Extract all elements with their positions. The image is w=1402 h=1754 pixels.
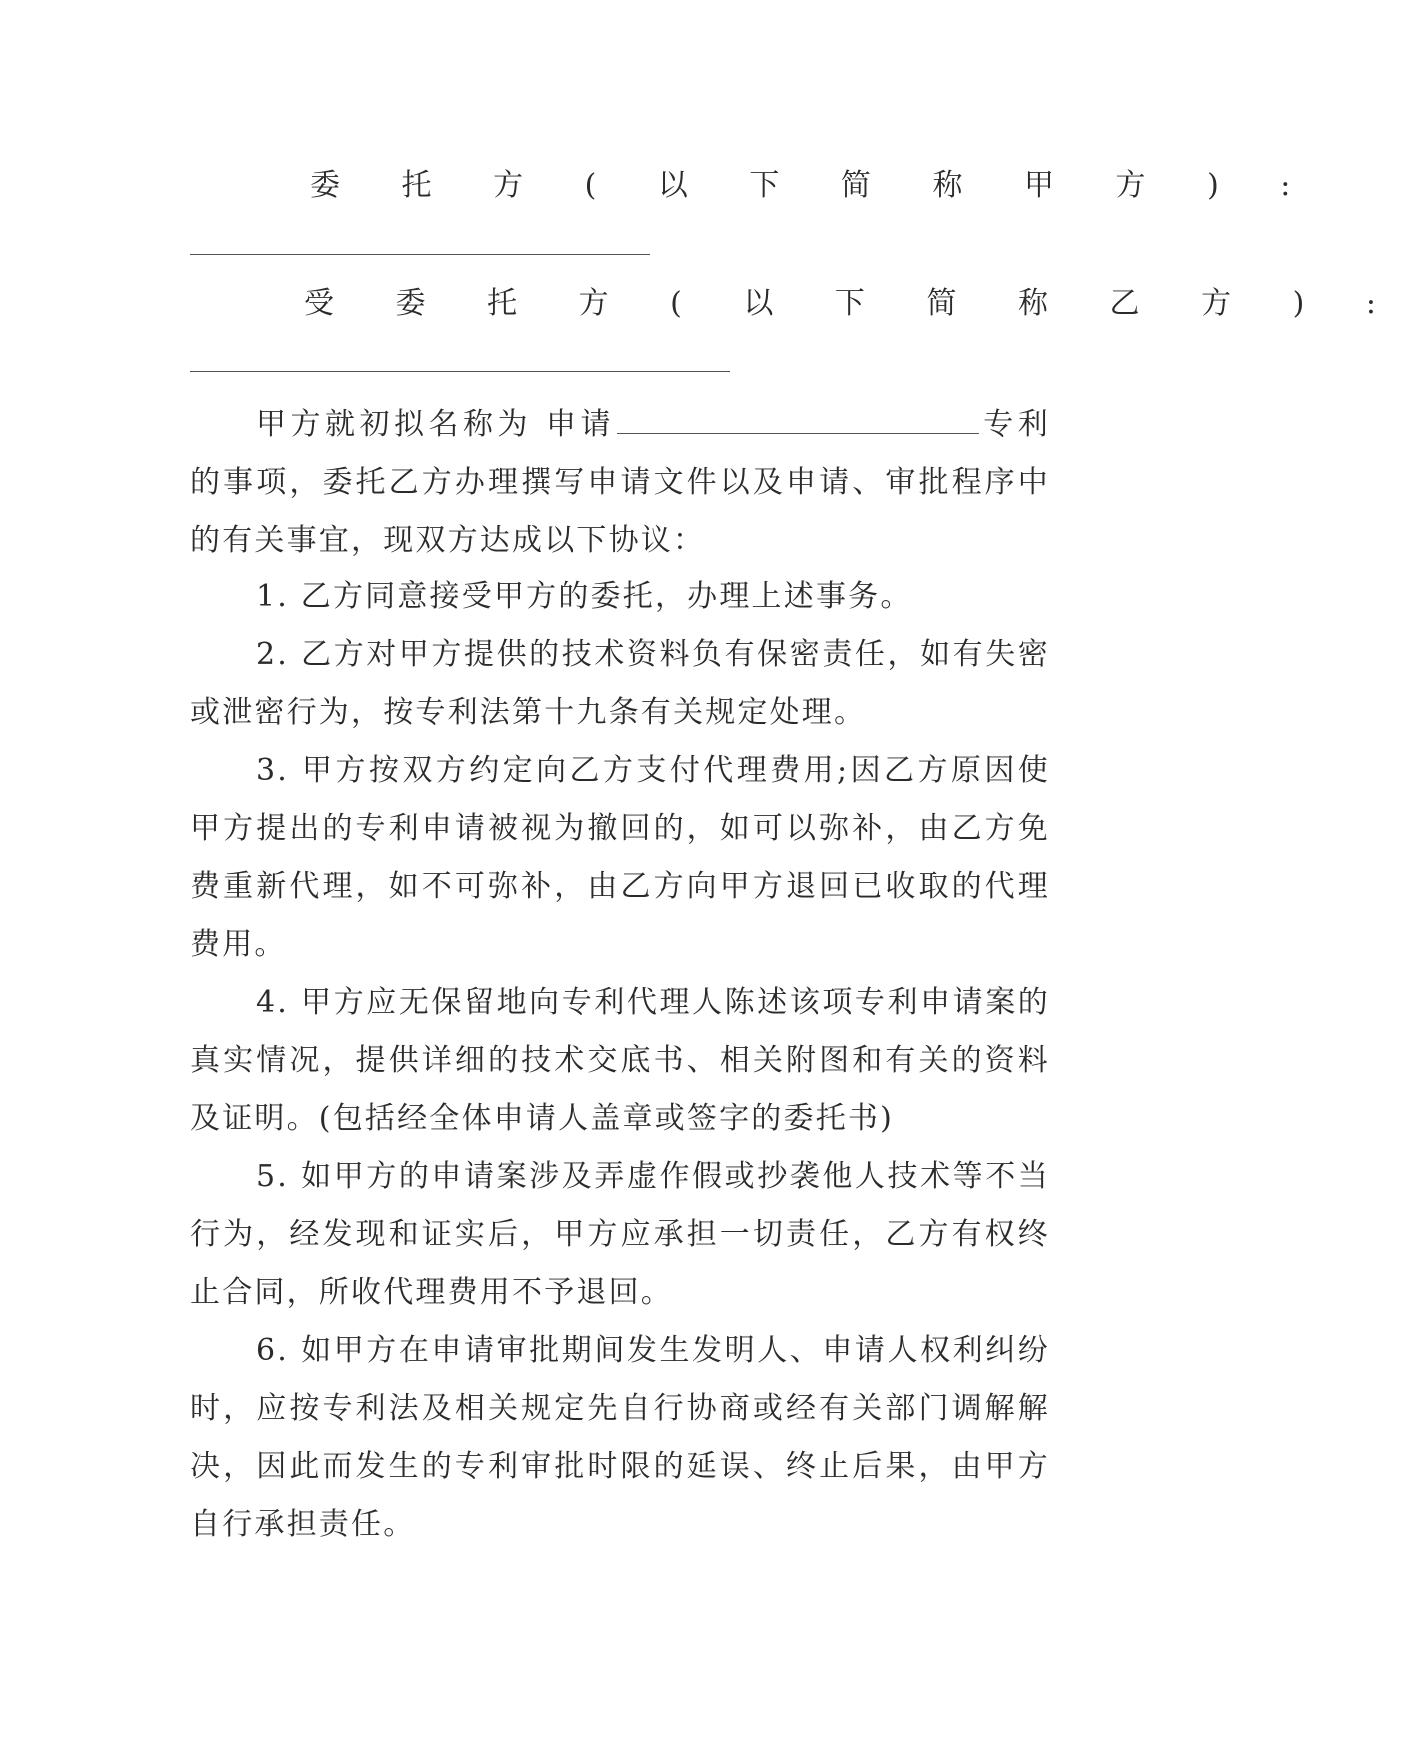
clause-1: 1. 乙方同意接受甲方的委托，办理上述事务。 bbox=[256, 579, 913, 614]
clause-6: 6. 如甲方在申请审批期间发生发明人、申请人权利纠纷时，应按专利法及相关规定先自行协商或经有关部门调解解决，因此而发生的专利审批时限的延误、终止后果，由甲方自行承担责任。 bbox=[190, 1333, 1050, 1542]
clause-5: 5. 如甲方的申请案涉及弄虚作假或抄袭他人技术等不当行为，经发现和证实后，甲方应承担一切责任，乙方有权终止合同，所收代理费用不予退回。 bbox=[190, 1159, 1050, 1310]
party-b-label: 受 委 托 方 ( 以 下 简 称 乙 方 ) : bbox=[304, 286, 1402, 321]
intro-text-after: 专利的事项，委托乙方办理撰写申请文件以及申请、审批程序中的有关事宜，现双方达成以下协议： bbox=[190, 407, 1050, 558]
party-a-label: 委 托 方 ( 以 下 简 称 甲 方 ) : bbox=[310, 168, 1317, 203]
intro-text-before: 甲方就初拟名称为 申请 bbox=[256, 407, 615, 442]
clause-3: 3. 甲方按双方约定向乙方支付代理费用;因乙方原因使甲方提出的专利申请被视为撤回的，如可以弥补，由乙方免费重新代理，如不可弥补，由乙方向甲方退回已收取的代理费用。 bbox=[190, 753, 1050, 962]
patent-name-blank bbox=[617, 405, 979, 434]
clause-4: 4. 甲方应无保留地向专利代理人陈述该项专利申请案的真实情况，提供详细的技术交底书、相关附图和有关的资料及证明。(包括经全体申请人盖章或签字的委托书) bbox=[190, 985, 1050, 1136]
party-a-blank bbox=[190, 254, 650, 255]
intro-paragraph bbox=[190, 396, 1050, 570]
clause-2: 2. 乙方对甲方提供的技术资料负有保密责任，如有失密或泄密行为，按专利法第十九条有关规定处理。 bbox=[190, 637, 1050, 730]
party-b-blank bbox=[190, 371, 730, 372]
